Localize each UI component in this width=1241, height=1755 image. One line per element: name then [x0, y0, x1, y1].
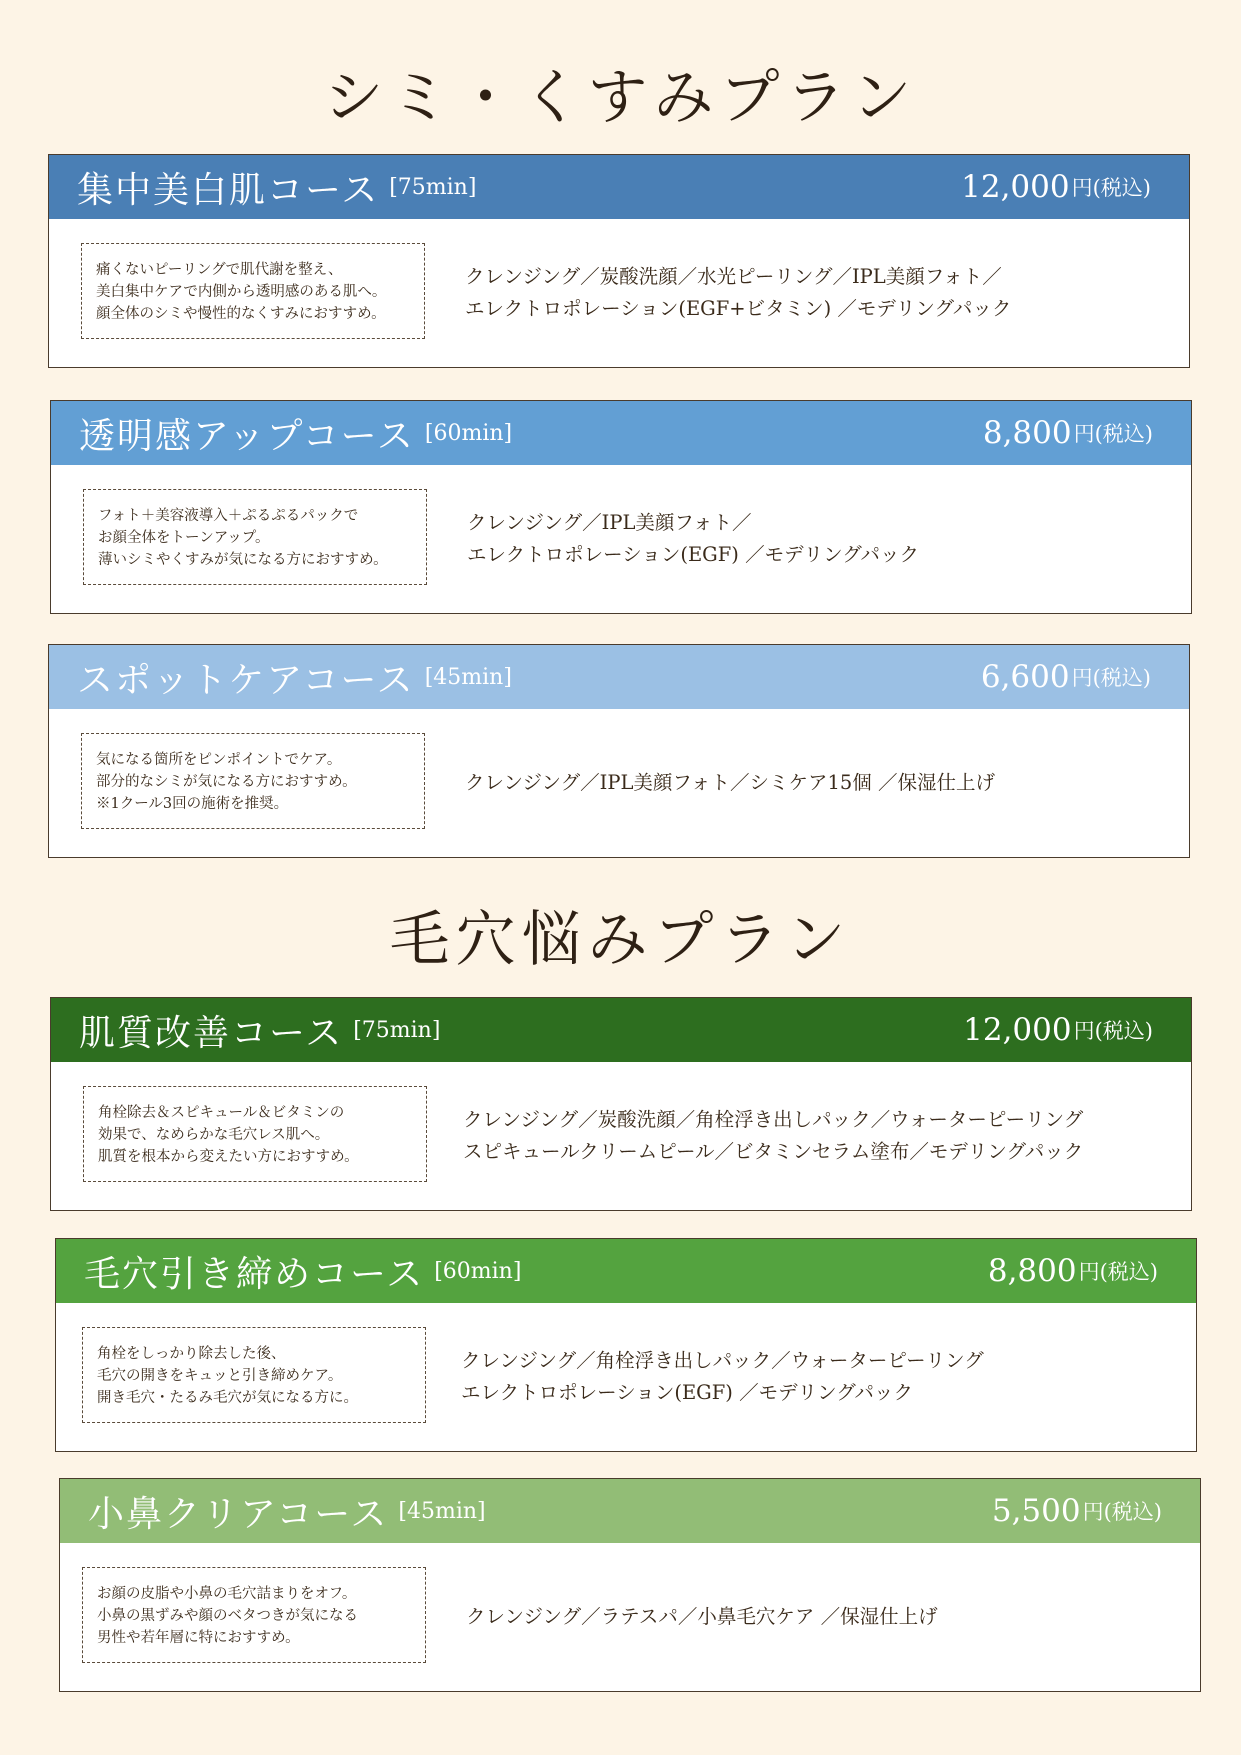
description-line: 男性や若年層に特におすすめ。 — [97, 1630, 300, 1646]
course-body — [60, 1543, 1200, 1691]
course-header — [56, 1239, 1196, 1303]
section-title-keana: 毛穴悩みプラン — [389, 905, 852, 975]
course-card — [48, 154, 1190, 368]
treatment-line: スピキュールクリームピール／ビタミンセラム塗布／モデリングパック — [463, 1140, 1084, 1163]
description-line: 角栓除去＆スピキュール＆ビタミンの — [98, 1105, 345, 1121]
course-description — [81, 733, 425, 829]
course-price: 12,000 — [961, 169, 1070, 205]
course-body — [51, 465, 1191, 613]
treatment-line: クレンジング／ラテスパ／小鼻毛穴ケア ／保湿仕上げ — [466, 1605, 938, 1628]
course-header — [49, 645, 1189, 709]
course-treatments — [467, 465, 919, 613]
treatment-line: クレンジング／炭酸洗顔／水光ピーリング／IPL美顔フォト／ — [465, 265, 1002, 288]
course-body — [51, 1062, 1191, 1210]
treatment-line: エレクトロポレーション(EGF) ／モデリングパック — [461, 1381, 914, 1404]
course-name: 小鼻クリアコース — [88, 1493, 389, 1535]
description-line: お顔全体をトーンアップ。 — [98, 530, 270, 546]
description-line: 開き毛穴・たるみ毛穴が気になる方に。 — [97, 1390, 358, 1406]
course-duration: [45min] — [398, 1498, 486, 1524]
description-line: 気になる箇所をピンポイントでケア。 — [96, 752, 342, 768]
description-line: ※1クール3回の施術を推奨。 — [96, 796, 289, 812]
description-line: 美白集中ケアで内側から透明感のある肌へ。 — [96, 284, 387, 300]
course-description — [82, 1567, 426, 1663]
course-treatments — [465, 709, 995, 857]
description-line: お顔の皮脂や小鼻の毛穴詰まりをオフ。 — [97, 1586, 357, 1602]
treatment-line: エレクトロポレーション(EGF+ビタミン) ／モデリングパック — [465, 297, 1012, 320]
description-line: フォト＋美容液導入＋ぷるぷるパックで — [98, 508, 359, 524]
course-duration: [75min] — [389, 174, 477, 200]
course-price-unit: 円(税込) — [1071, 176, 1151, 200]
course-header — [51, 998, 1191, 1062]
course-price: 8,800 — [987, 1253, 1077, 1289]
course-price: 8,800 — [982, 415, 1072, 451]
course-name: 集中美白肌コース — [77, 169, 380, 211]
course-price-unit: 円(税込) — [1078, 1260, 1158, 1284]
description-line: 毛穴の開きをキュッと引き締めケア。 — [97, 1368, 343, 1384]
course-header — [51, 401, 1191, 465]
treatment-line: クレンジング／角栓浮き出しパック／ウォーターピーリング — [461, 1349, 984, 1372]
course-name: 肌質改善コース — [79, 1012, 344, 1054]
treatment-line: クレンジング／IPL美顔フォト／ — [467, 511, 752, 534]
course-price-unit: 円(税込) — [1071, 666, 1151, 690]
course-duration: [45min] — [424, 664, 512, 690]
course-name: 毛穴引き締めコース — [84, 1253, 425, 1295]
course-price-unit: 円(税込) — [1073, 422, 1153, 446]
course-description — [82, 1327, 426, 1423]
course-treatments — [463, 1062, 1083, 1210]
description-line: 角栓をしっかり除去した後、 — [97, 1346, 286, 1362]
section-title-shimi: シミ・くすみプラン — [323, 63, 918, 133]
description-line: 効果で、なめらかな毛穴レス肌へ。 — [98, 1127, 330, 1143]
treatment-line: クレンジング／炭酸洗顔／角栓浮き出しパック／ウォーターピーリング — [463, 1108, 1084, 1131]
description-line: 部分的なシミが気になる方におすすめ。 — [96, 774, 357, 790]
course-body — [56, 1303, 1196, 1451]
description-line: 肌質を根本から変えたい方におすすめ。 — [98, 1149, 359, 1165]
course-duration: [75min] — [353, 1017, 441, 1043]
course-card — [48, 644, 1190, 858]
course-header — [49, 155, 1189, 219]
treatment-line: エレクトロポレーション(EGF) ／モデリングパック — [467, 543, 920, 566]
course-duration: [60min] — [434, 1258, 522, 1284]
course-card — [50, 997, 1192, 1211]
description-line: 薄いシミやくすみが気になる方におすすめ。 — [98, 552, 388, 568]
course-price-unit: 円(税込) — [1073, 1019, 1153, 1043]
course-price: 5,500 — [991, 1493, 1081, 1529]
course-header — [60, 1479, 1200, 1543]
treatment-line: クレンジング／IPL美顔フォト／シミケア15個 ／保湿仕上げ — [465, 771, 995, 794]
course-treatments — [461, 1303, 984, 1451]
description-line: 痛くないピーリングで肌代謝を整え、 — [96, 262, 343, 278]
course-price-unit: 円(税込) — [1082, 1500, 1162, 1524]
course-name: 透明感アップコース — [79, 415, 415, 457]
course-treatments — [465, 219, 1011, 367]
course-description — [83, 489, 427, 585]
description-line: 顔全体のシミや慢性的なくすみにおすすめ。 — [96, 306, 386, 322]
course-price: 6,600 — [980, 659, 1070, 695]
course-card — [50, 400, 1192, 614]
course-body — [49, 219, 1189, 367]
course-duration: [60min] — [424, 420, 513, 446]
course-description — [83, 1086, 427, 1182]
course-treatments — [466, 1543, 938, 1691]
course-name: スポットケアコース — [77, 659, 415, 701]
course-price: 12,000 — [963, 1012, 1072, 1048]
course-card — [59, 1478, 1201, 1692]
course-description — [81, 243, 425, 339]
course-body — [49, 709, 1189, 857]
description-line: 小鼻の黒ずみや顔のベタつきが気になる — [97, 1608, 358, 1624]
course-card — [55, 1238, 1197, 1452]
